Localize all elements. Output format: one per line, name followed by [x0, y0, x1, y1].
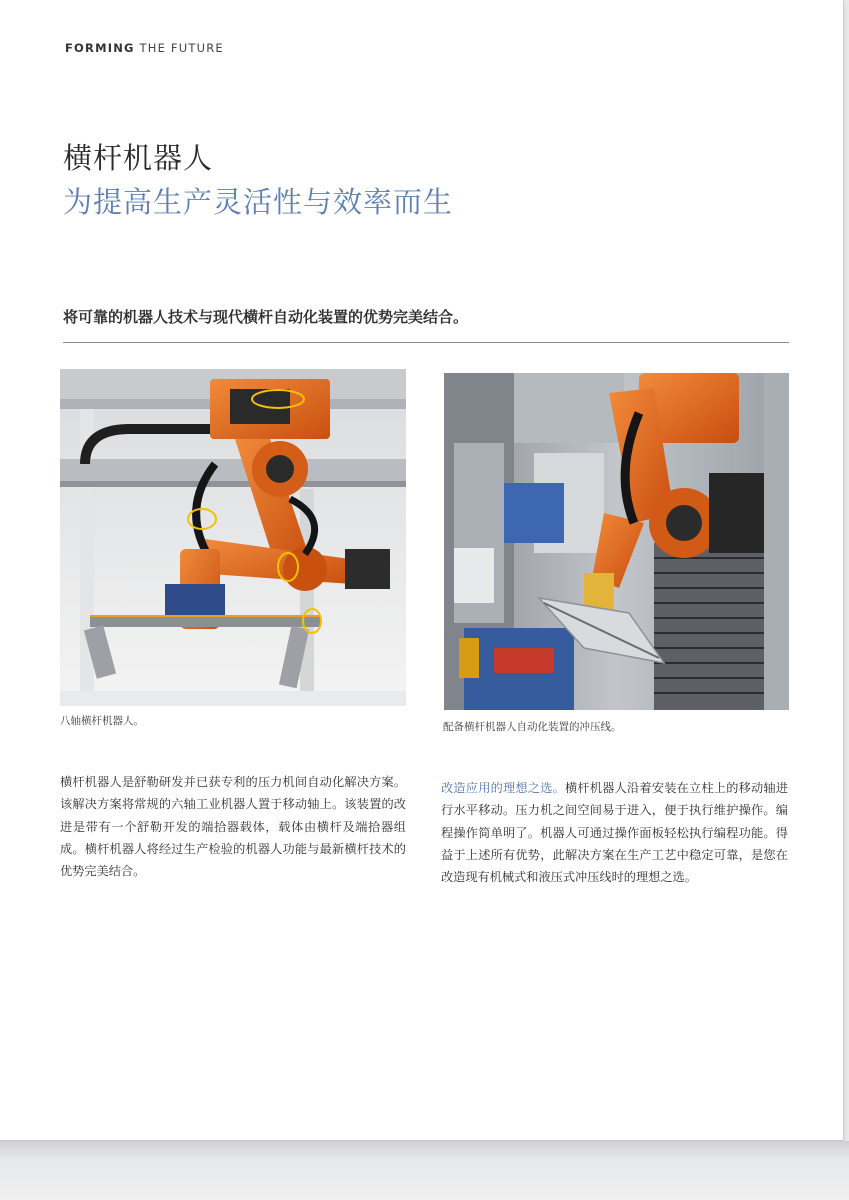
body-paragraph-right [441, 777, 788, 888]
lead-sentence: 将可靠的机器人技术与现代横杆自动化装置的优势完美结合。 [63, 308, 469, 326]
scan-bottom-margin [0, 1141, 849, 1200]
figure-caption-right: 配备横杆机器人自动化装置的冲压线。 [443, 721, 622, 733]
page-subtitle: 为提高生产灵活性与效率而生 [63, 185, 454, 219]
robot-photo [60, 369, 406, 706]
body-paragraph-left: 横杆机器人是舒勒研发并已获专利的压力机间自动化解决方案。该解决方案将常规的六轴工业机器人置于移动轴上。该装置的改进是带有一个舒勒开发的端拾器载体，载体由横杆及端拾器组成。横杆机器人将经过生产检验的机器人功能与最新横杆技术的优势完美结合。 [60, 775, 406, 879]
robot-photo-illustration [60, 369, 406, 706]
body-right-text: 横杆机器人沿着安装在立柱上的移动轴进行水平移动。压力机之间空间易于进入，便于执行维护操作。编程操作简单明了。机器人可通过操作面板轻松执行编程功能。得益于上述所有优势，此解决方案在生产工艺中稳定可靠，是您在改造现有机械式和液压式冲压线时的理想之选。 [441, 781, 789, 885]
brand-bold: FORMING [65, 41, 135, 55]
brand-rest: THE FUTURE [134, 41, 224, 55]
press-line-photo [444, 373, 789, 710]
section-divider [63, 342, 789, 343]
press-line-photo-illustration [444, 373, 789, 710]
page-title: 横杆机器人 [63, 141, 214, 175]
figure-caption-left: 八轴横杆机器人。 [60, 715, 144, 727]
brand-header [65, 41, 224, 55]
body-right-accent: 改造应用的理想之选。 [441, 781, 566, 795]
